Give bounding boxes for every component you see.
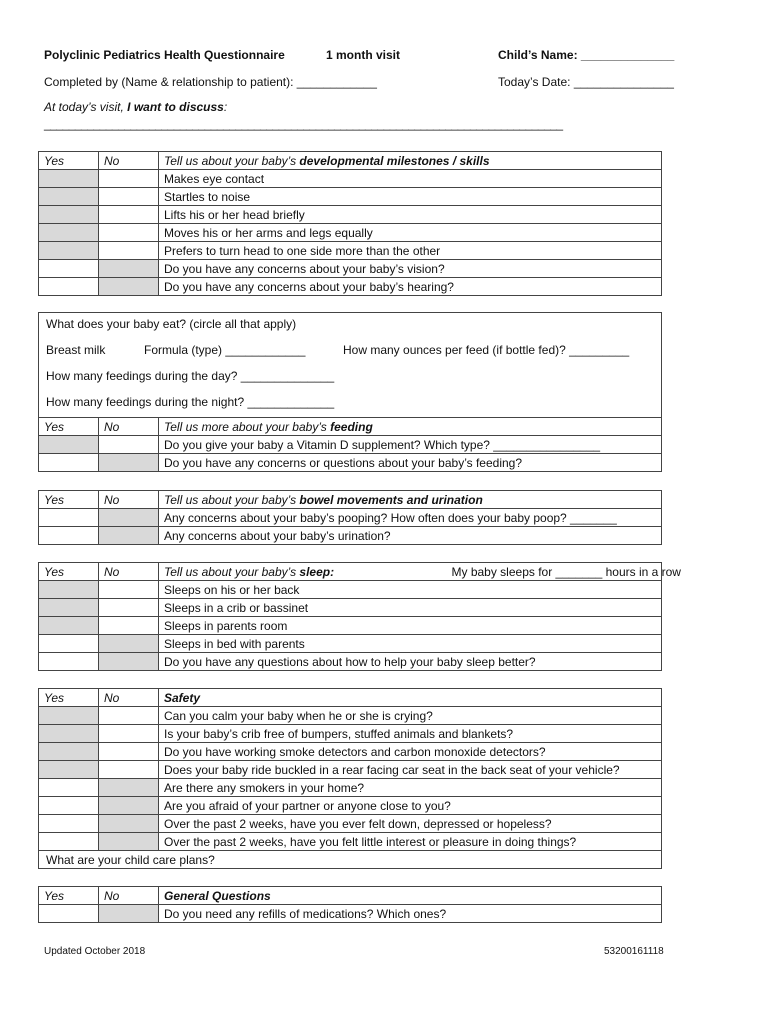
question: Do you have any concerns or questions about your baby’s feeding?	[159, 454, 662, 472]
no-cell[interactable]	[99, 905, 159, 923]
yes-cell[interactable]	[39, 797, 99, 815]
yes-cell[interactable]	[39, 436, 99, 454]
no-cell[interactable]	[99, 527, 159, 545]
childcare-plans-field[interactable]: What are your child care plans?	[39, 851, 662, 869]
no-cell[interactable]	[99, 653, 159, 671]
discuss-label: At today’s visit, I want to discuss:	[44, 100, 228, 114]
no-cell[interactable]	[99, 743, 159, 761]
yes-cell[interactable]	[39, 224, 99, 242]
no-cell[interactable]	[99, 707, 159, 725]
yes-cell[interactable]	[39, 779, 99, 797]
yes-header: Yes	[39, 152, 99, 170]
question: Any concerns about your baby’s urination?	[159, 527, 662, 545]
updated-date: Updated October 2018	[44, 946, 146, 957]
yes-header: Yes	[39, 491, 99, 509]
yes-cell[interactable]	[39, 617, 99, 635]
question: Startles to noise	[159, 188, 662, 206]
question: Sleeps in bed with parents	[159, 635, 662, 653]
no-cell[interactable]	[99, 278, 159, 296]
no-cell[interactable]	[99, 725, 159, 743]
yes-cell[interactable]	[39, 707, 99, 725]
question: Prefers to turn head to one side more than the other	[159, 242, 662, 260]
safety-table	[38, 688, 662, 869]
no-cell[interactable]	[99, 635, 159, 653]
question: Are there any smokers in your home?	[159, 779, 662, 797]
no-cell[interactable]	[99, 617, 159, 635]
question: Sleeps in a crib or bassinet	[159, 599, 662, 617]
yes-header: Yes	[39, 689, 99, 707]
question: Moves his or her arms and legs equally	[159, 224, 662, 242]
no-cell[interactable]	[99, 188, 159, 206]
question: Any concerns about your baby’s pooping? How often does your baby poop? _______	[159, 509, 662, 527]
yes-header: Yes	[39, 418, 99, 436]
question: Do you need any refills of medications? Which ones?	[159, 905, 662, 923]
safety-header: Safety	[159, 689, 662, 707]
yes-cell[interactable]	[39, 653, 99, 671]
sleep-header: Tell us about your baby’s sleep: My baby sleeps for _______ hours in a row	[159, 563, 662, 581]
feeding-table	[38, 417, 662, 472]
yes-cell[interactable]	[39, 170, 99, 188]
question: Can you calm your baby when he or she is crying?	[159, 707, 662, 725]
no-cell[interactable]	[99, 260, 159, 278]
dev-header: Tell us about your baby’s developmental milestones / skills	[159, 152, 662, 170]
sleep-table	[38, 562, 681, 671]
feeding-box	[38, 312, 662, 417]
no-cell[interactable]	[99, 797, 159, 815]
bowel-table	[38, 490, 662, 545]
no-cell[interactable]	[99, 761, 159, 779]
discuss-line[interactable]: ____________________________________________________________________________________	[44, 117, 563, 131]
question: Do you have any concerns about your baby’s vision?	[159, 260, 662, 278]
question: Do you give your baby a Vitamin D supplement? Which type? ________________	[159, 436, 662, 454]
todays-date-field[interactable]: Today’s Date: _______________	[498, 75, 674, 89]
no-header: No	[99, 689, 159, 707]
yes-cell[interactable]	[39, 242, 99, 260]
yes-cell[interactable]	[39, 527, 99, 545]
question: Does your baby ride buckled in a rear facing car seat in the back seat of your vehicle?	[159, 761, 662, 779]
question: Sleeps in parents room	[159, 617, 662, 635]
no-header: No	[99, 887, 159, 905]
yes-cell[interactable]	[39, 599, 99, 617]
question: Over the past 2 weeks, have you felt little interest or pleasure in doing things?	[159, 833, 662, 851]
no-cell[interactable]	[99, 224, 159, 242]
yes-cell[interactable]	[39, 725, 99, 743]
question: Do you have any questions about how to help your baby sleep better?	[159, 653, 662, 671]
yes-header: Yes	[39, 887, 99, 905]
night-feedings-field[interactable]: How many feedings during the night? _____________	[46, 395, 335, 409]
no-cell[interactable]	[99, 454, 159, 472]
yes-cell[interactable]	[39, 635, 99, 653]
yes-cell[interactable]	[39, 206, 99, 224]
dev-table	[38, 151, 662, 296]
yes-cell[interactable]	[39, 761, 99, 779]
no-cell[interactable]	[99, 509, 159, 527]
yes-cell[interactable]	[39, 278, 99, 296]
form-code: 53200161118	[604, 946, 664, 957]
yes-header: Yes	[39, 563, 99, 581]
question: Over the past 2 weeks, have you ever felt down, depressed or hopeless?	[159, 815, 662, 833]
no-cell[interactable]	[99, 436, 159, 454]
no-cell[interactable]	[99, 581, 159, 599]
no-cell[interactable]	[99, 599, 159, 617]
no-cell[interactable]	[99, 833, 159, 851]
no-cell[interactable]	[99, 206, 159, 224]
ounces-field[interactable]: How many ounces per feed (if bottle fed)? _________	[343, 343, 630, 357]
no-header: No	[99, 563, 159, 581]
question: Lifts his or her head briefly	[159, 206, 662, 224]
yes-cell[interactable]	[39, 581, 99, 599]
question: Are you afraid of your partner or anyone close to you?	[159, 797, 662, 815]
no-cell[interactable]	[99, 242, 159, 260]
feeding-header: Tell us more about your baby’s feeding	[159, 418, 662, 436]
feeding-question: What does your baby eat? (circle all that apply)	[46, 317, 297, 331]
no-cell[interactable]	[99, 170, 159, 188]
yes-cell[interactable]	[39, 833, 99, 851]
no-header: No	[99, 152, 159, 170]
yes-cell[interactable]	[39, 188, 99, 206]
yes-cell[interactable]	[39, 815, 99, 833]
no-cell[interactable]	[99, 779, 159, 797]
no-cell[interactable]	[99, 815, 159, 833]
no-header: No	[99, 418, 159, 436]
yes-cell[interactable]	[39, 454, 99, 472]
question: Sleeps on his or her back	[159, 581, 662, 599]
question: Makes eye contact	[159, 170, 662, 188]
question: Do you have working smoke detectors and carbon monoxide detectors?	[159, 743, 662, 761]
yes-cell[interactable]	[39, 905, 99, 923]
completed-by-field[interactable]: Completed by (Name & relationship to patient): ____________	[44, 75, 377, 89]
visit-label: 1 month visit	[326, 48, 401, 62]
no-header: No	[99, 491, 159, 509]
question: Do you have any concerns about your baby’s hearing?	[159, 278, 662, 296]
yes-cell[interactable]	[39, 743, 99, 761]
general-table	[38, 886, 662, 923]
yes-cell[interactable]	[39, 509, 99, 527]
child-name-field[interactable]: Child’s Name: ______________	[498, 48, 675, 62]
breast-milk-option[interactable]: Breast milk	[46, 343, 106, 357]
form-title: Polyclinic Pediatrics Health Questionnaire	[44, 48, 285, 62]
yes-cell[interactable]	[39, 260, 99, 278]
general-header: General Questions	[159, 887, 662, 905]
sleep-hours-field[interactable]: My baby sleeps for _______ hours in a row	[451, 564, 681, 579]
formula-option[interactable]: Formula (type) ____________	[144, 343, 306, 357]
question: Is your baby’s crib free of bumpers, stuffed animals and blankets?	[159, 725, 662, 743]
day-feedings-field[interactable]: How many feedings during the day? ______________	[46, 369, 335, 383]
bowel-header: Tell us about your baby’s bowel movements and urination	[159, 491, 662, 509]
